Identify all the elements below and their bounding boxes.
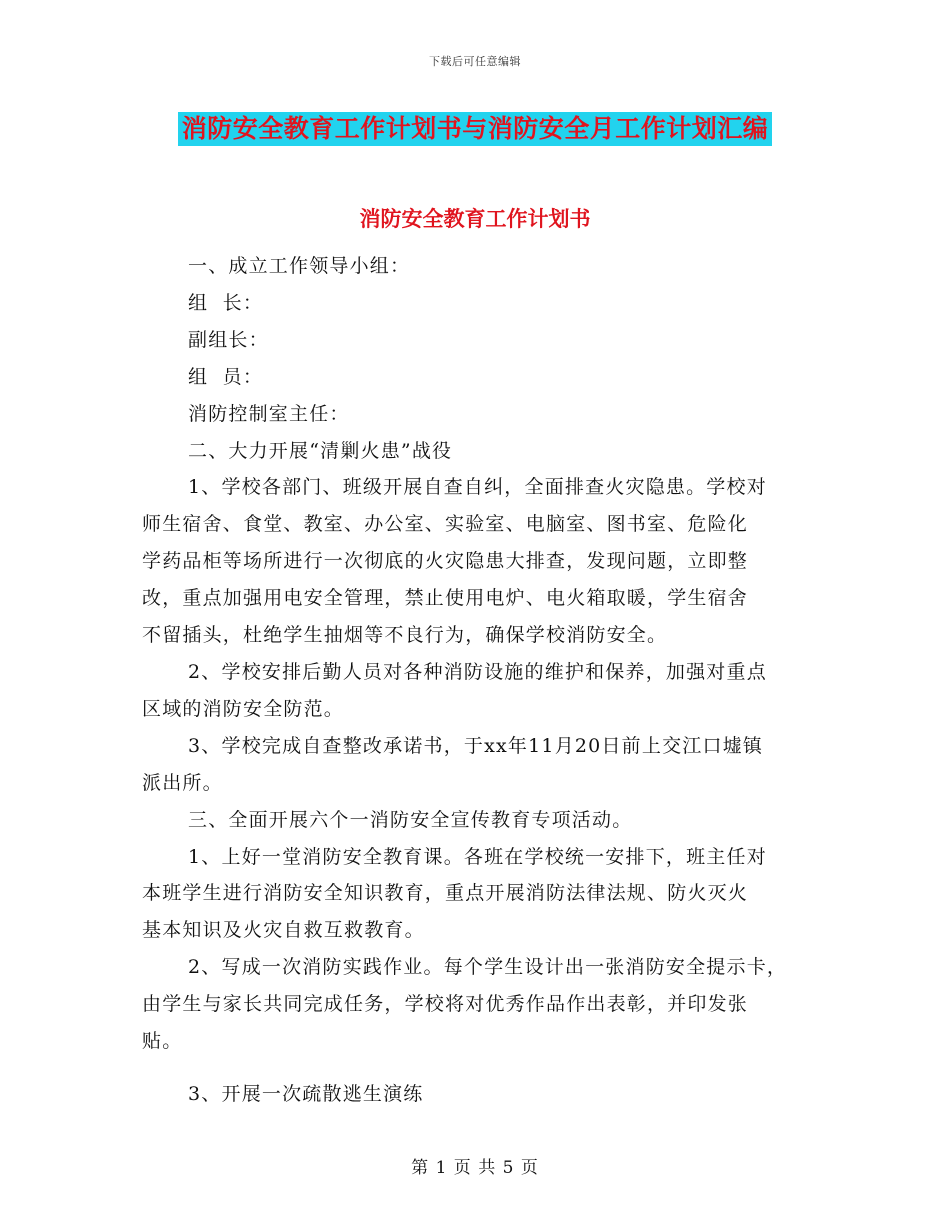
heading-six-activities: 三、全面开展六个一消防安全宣传教育专项活动。 [188, 808, 633, 831]
paragraph-line: 师生宿舍、食堂、教室、办公室、实验室、电脑室、图书室、危险化 [142, 513, 749, 536]
paragraph-line: 改，重点加强用电安全管理，禁止使用电炉、电火箱取暖，学生宿舍 [142, 587, 749, 610]
page-footer: 第 1 页 共 5 页 [411, 1158, 539, 1178]
document-title-container [0, 112, 950, 146]
leader-line: 组 长： [188, 291, 264, 314]
paragraph-line: 3、开展一次疏散逃生演练 [188, 1082, 424, 1105]
deputy-leader-line: 副组长： [188, 328, 269, 351]
control-room-director-line: 消防控制室主任： [188, 402, 350, 425]
paragraph-line: 基本知识及火灾自救互救教育。 [142, 919, 425, 942]
section-title: 消防安全教育工作计划书 [359, 206, 591, 231]
paragraph-line: 1、学校各部门、班级开展自查自纠，全面排查火灾隐患。学校对 [188, 476, 767, 499]
paragraph-line: 1、上好一堂消防安全教育课。各班在学校统一安排下，班主任对 [188, 845, 767, 868]
header-note: 下载后可任意编辑 [429, 55, 521, 68]
paragraph-line: 3、学校完成自查整改承诺书，于xx年11月20日前上交江口墟镇 [188, 734, 764, 757]
document-body [142, 248, 810, 1113]
paragraph-line: 区域的消防安全防范。 [142, 697, 345, 720]
paragraph-line: 派出所。 [142, 771, 223, 794]
heading-fire-campaign: 二、大力开展“清剿火患”战役 [188, 439, 453, 462]
paragraph-line: 2、写成一次消防实践作业。每个学生设计出一张消防安全提示卡， [188, 956, 788, 979]
heading-leadership-group: 一、成立工作领导小组： [188, 255, 411, 277]
member-line: 组 员： [188, 365, 264, 388]
paragraph-line: 由学生与家长共同完成任务，学校将对优秀作品作出表彰，并印发张 [142, 993, 749, 1016]
paragraph-line: 2、学校安排后勤人员对各种消防设施的维护和保养，加强对重点 [188, 660, 767, 683]
blank-line [142, 1060, 810, 1076]
paragraph-line: 贴。 [142, 1030, 183, 1053]
paragraph-line: 学药品柜等场所进行一次彻底的火灾隐患大排查，发现问题，立即整 [142, 550, 749, 573]
paragraph-line: 不留插头，杜绝学生抽烟等不良行为，确保学校消防安全。 [142, 624, 668, 647]
paragraph-line: 本班学生进行消防安全知识教育，重点开展消防法律法规、防火灭火 [142, 882, 749, 905]
document-title: 消防安全教育工作计划书与消防安全月工作计划汇编 [178, 112, 773, 146]
